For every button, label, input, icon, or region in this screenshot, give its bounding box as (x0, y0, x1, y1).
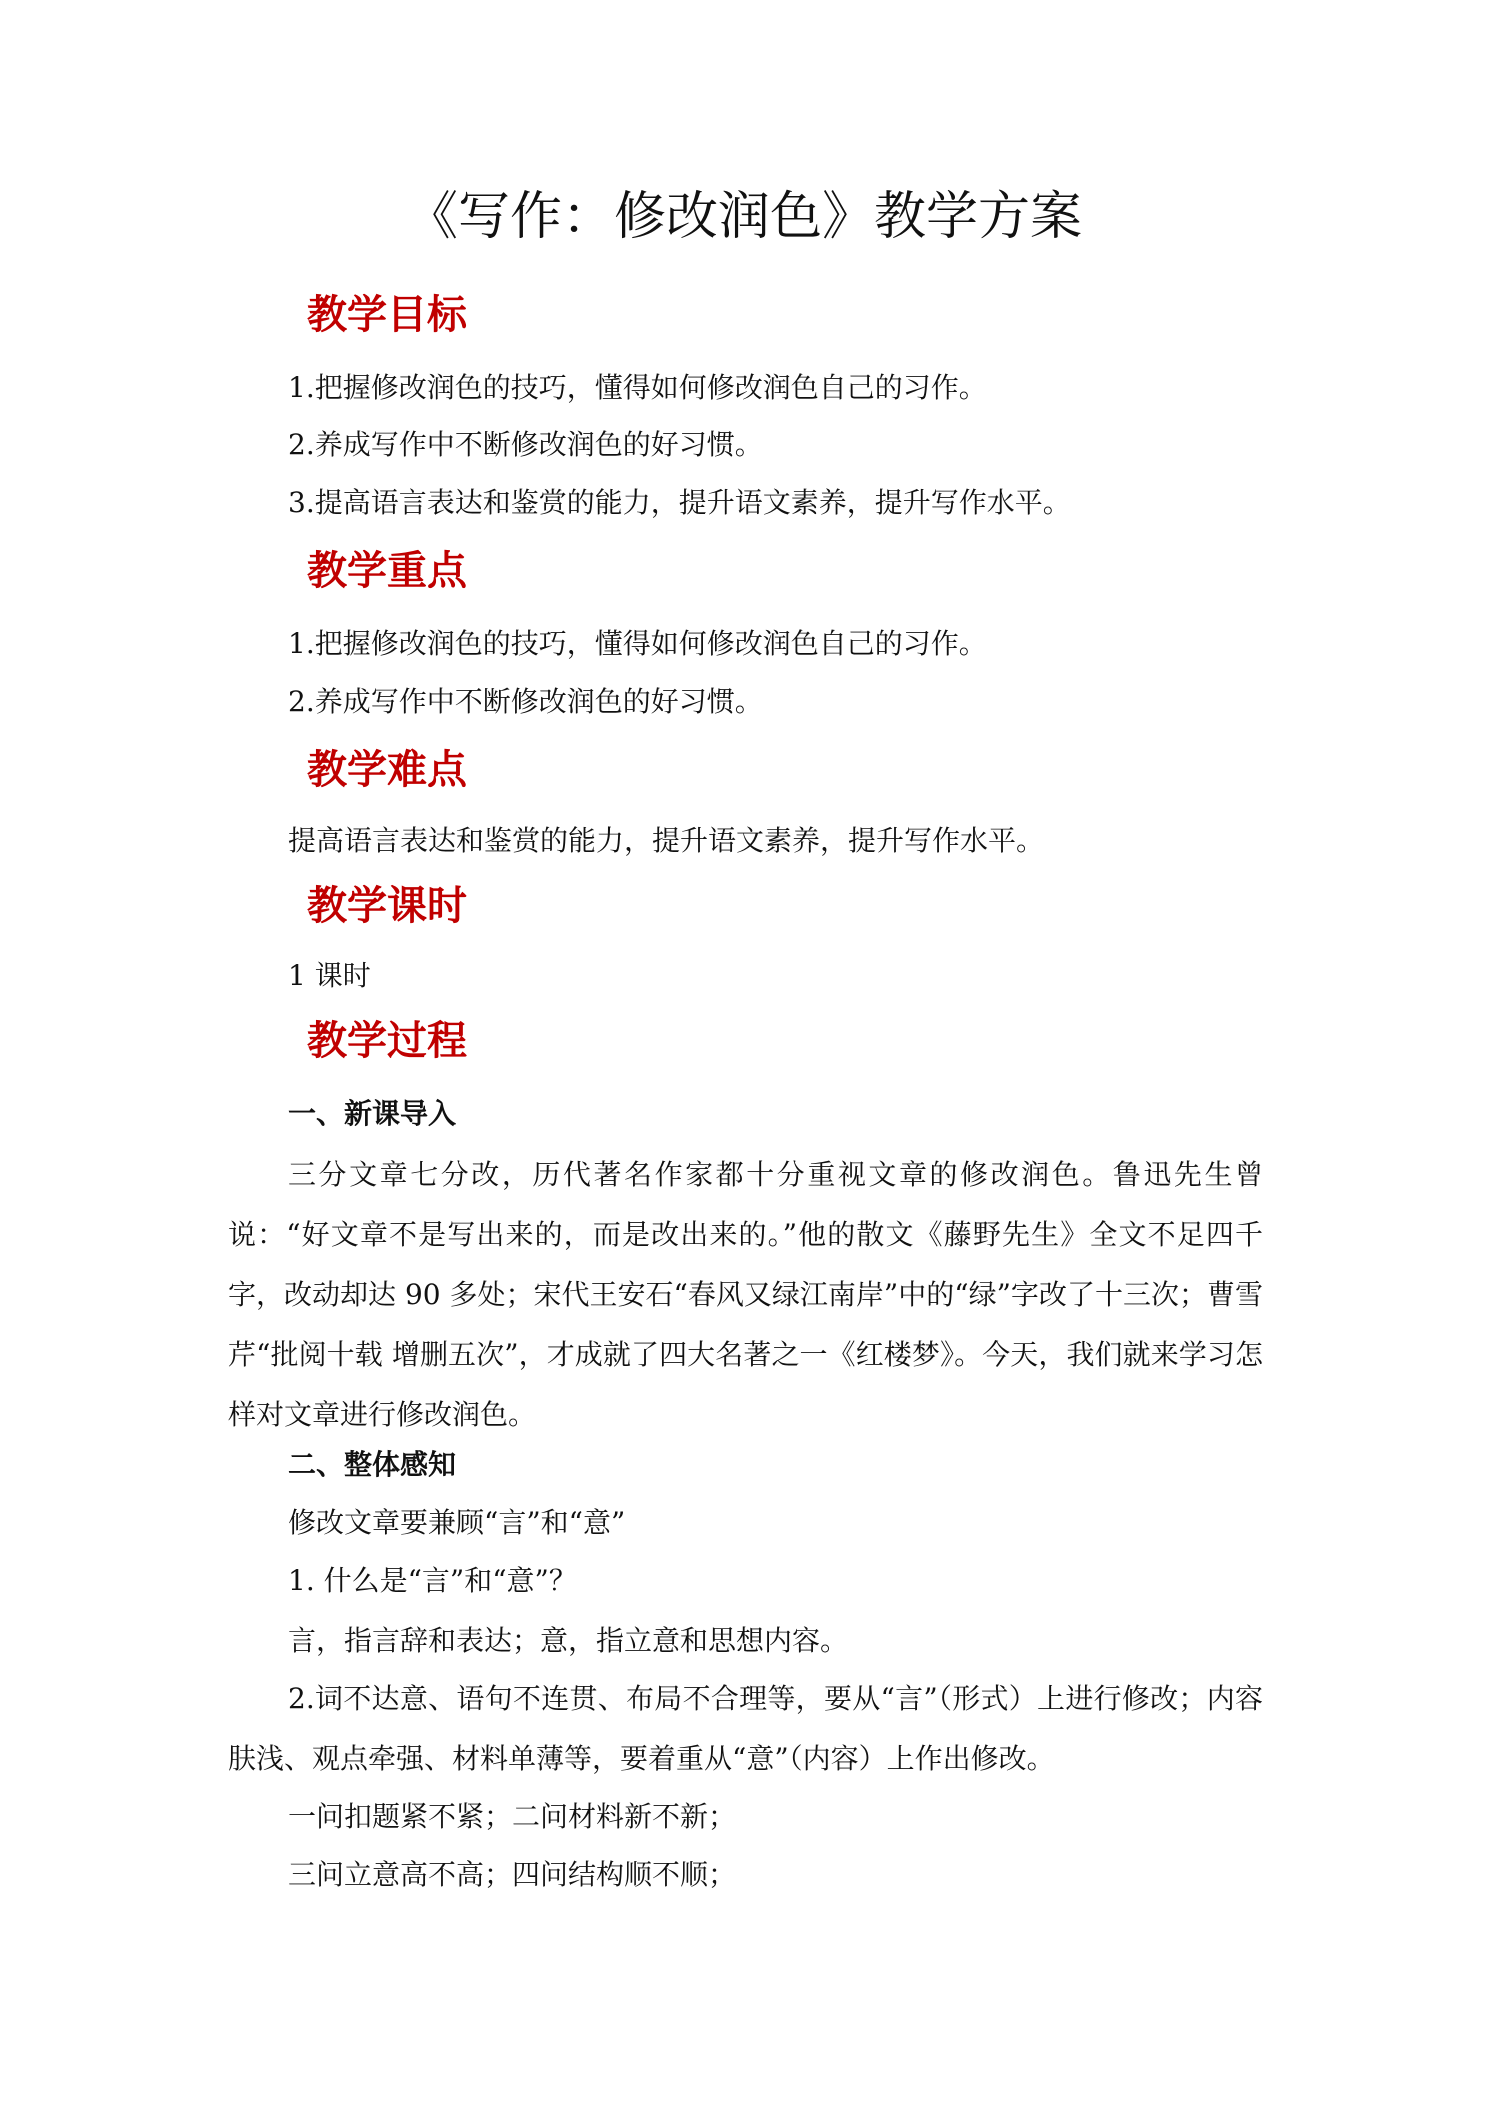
perception-line-3: 言，指言辞和表达；意，指立意和思想内容。 (288, 1624, 849, 1657)
objective-item-1: 1.把握修改润色的技巧，懂得如何修改润色自己的习作。 (288, 371, 987, 404)
heading-hours: 教学课时 (307, 882, 467, 929)
key-point-item-1: 1.把握修改润色的技巧，懂得如何修改润色自己的习作。 (288, 627, 987, 660)
heading-key-points: 教学重点 (307, 547, 467, 594)
heading-process: 教学过程 (307, 1017, 467, 1064)
paragraph-new-lesson-intro: 三分文章七分改，历代著名作家都十分重视文章的修改润色。鲁迅先生曾说：“好文章不是写出来的，而是改出来的。”他的散文《藤野先生》全文不足四千字，改动却达 90 多处；宋代王安石“春风又绿江南岸”中的“绿”字改了十三次；曹雪芹“批阅十载 增删五次”，才成就了四大名著之一《红楼梦》。今天，我们就来学习怎样对文章进行修改润色。 (228, 1158, 1263, 1431)
perception-line-5: 三问立意高不高；四问结构顺不顺； (288, 1858, 737, 1891)
objective-item-3: 3.提高语言表达和鉴赏的能力，提升语文素养，提升写作水平。 (288, 486, 1071, 519)
key-point-item-2: 2.养成写作中不断修改润色的好习惯。 (288, 685, 763, 718)
objective-item-2: 2.养成写作中不断修改润色的好习惯。 (288, 428, 763, 461)
subheading-new-lesson-intro: 一、新课导入 (288, 1097, 457, 1130)
paragraph-revision-types: 2.词不达意、语句不连贯、布局不合理等，要从“言”（形式）上进行修改；内容肤浅、观点牵强、材料单薄等，要着重从“意”（内容）上作出修改。 (228, 1682, 1263, 1775)
perception-line-1: 修改文章要兼顾“言”和“意” (288, 1506, 626, 1539)
document-title: 《写作：修改润色》教学方案 (405, 187, 1082, 247)
perception-line-2: 1. 什么是“言”和“意”？ (288, 1564, 577, 1597)
perception-line-4: 一问扣题紧不紧；二问材料新不新； (288, 1800, 737, 1833)
heading-objectives: 教学目标 (307, 291, 467, 338)
difficulty-item-1: 提高语言表达和鉴赏的能力，提升语文素养，提升写作水平。 (288, 824, 1045, 857)
subheading-overall-perception: 二、整体感知 (288, 1448, 457, 1481)
heading-difficulties: 教学难点 (307, 746, 467, 793)
hours-item-1: 1 课时 (288, 959, 371, 992)
